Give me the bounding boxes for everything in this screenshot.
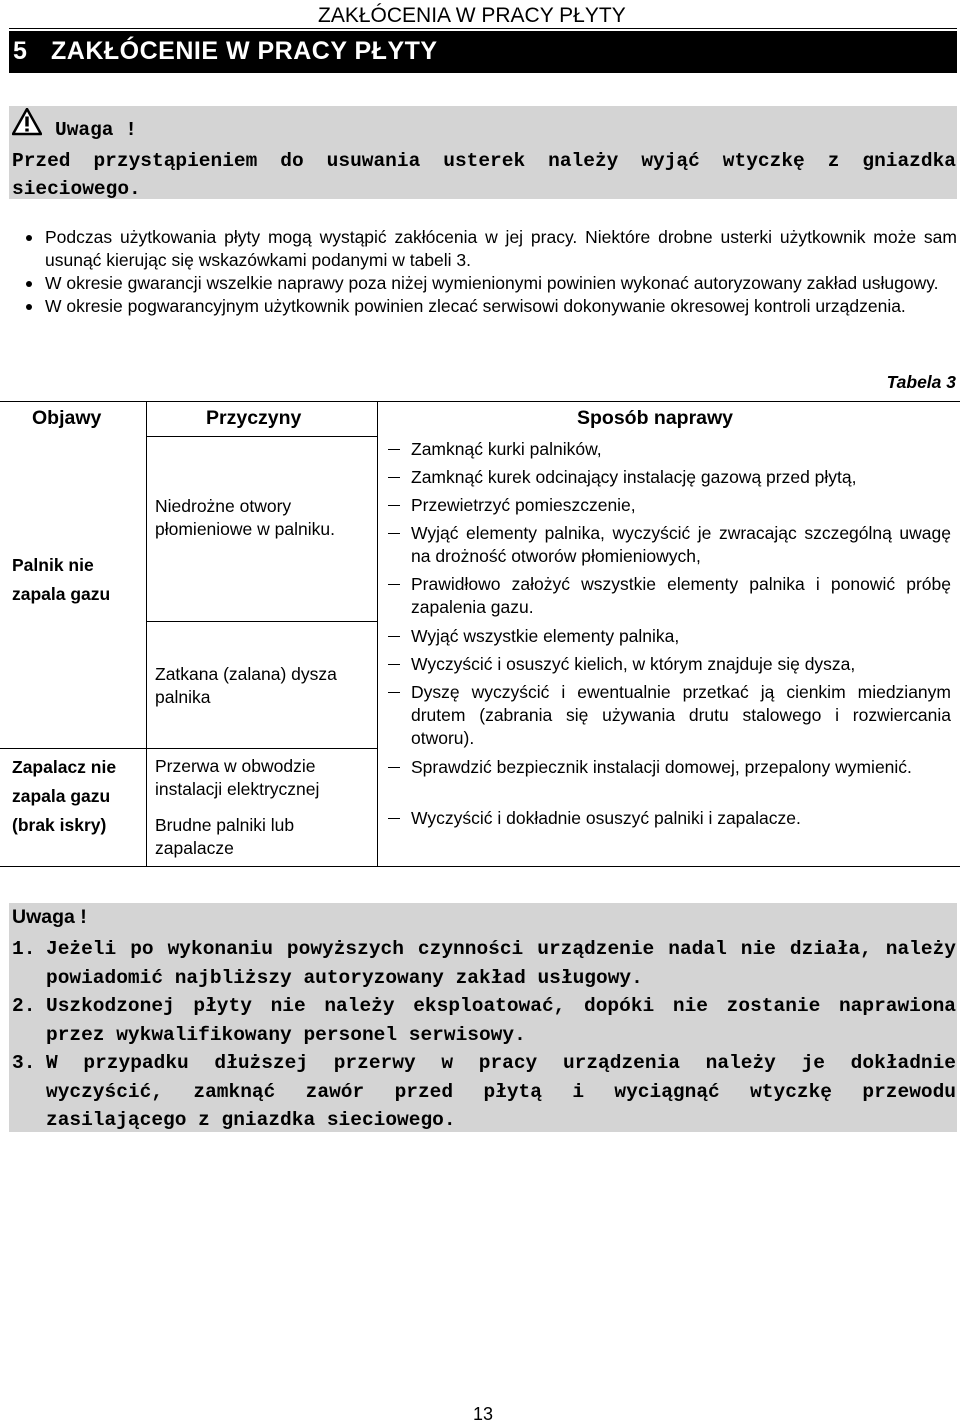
table-header-causes: Przyczyny xyxy=(206,407,302,429)
table-col-divider xyxy=(146,401,147,437)
remedy-item xyxy=(388,681,951,750)
intro-bullet-list xyxy=(9,226,957,318)
warning-list-item xyxy=(12,935,956,992)
dash-marker xyxy=(388,767,400,768)
symptom-cell: Zapalacz nie zapala gazu (brak iskry) xyxy=(12,757,117,835)
remedy-text: Wyczyścić i osuszyć kielich, w którym znajduje się dysza, xyxy=(411,654,856,674)
item-number: 2. xyxy=(12,995,36,1017)
dash-marker xyxy=(388,505,400,506)
remedy-text: Wyczyścić i dokładnie osuszyć palniki i zapalacze. xyxy=(411,808,801,828)
warning-list-item xyxy=(12,1049,956,1135)
table-caption: Tabela 3 xyxy=(886,372,956,392)
header-rule xyxy=(9,28,957,29)
cause-cell: Niedrożne otwory płomieniowe w palniku. xyxy=(155,496,335,539)
bullet-dot xyxy=(26,235,32,241)
item-number: 1. xyxy=(12,938,36,960)
item-text: Jeżeli po wykonaniu powyższych czynności urządzenie nadal nie działa, należy powiadomić najbliższy autoryzowany zakład usługowy. xyxy=(46,938,956,989)
dash-marker xyxy=(388,692,400,693)
cause-cell: Przerwa w obwodzie instalacji elektrycznej xyxy=(155,756,320,799)
remedy-text: Dyszę wyczyścić i ewentualnie przetkać ją cienkim miedzianym drutem (zabrania się używania drutu stalowego i rozwiercania otworu). xyxy=(411,682,951,748)
chapter-title-bar xyxy=(9,31,957,73)
bullet-text: W okresie gwarancji wszelkie naprawy poza niżej wymienionymi powinien wykonać autoryzowany zakład usługowy. xyxy=(45,273,939,293)
remedy-text: Wyjąć wszystkie elementy palnika, xyxy=(411,626,680,646)
table-row-divider xyxy=(0,748,377,749)
remedy-text: Przewietrzyć pomieszczenie, xyxy=(411,495,636,515)
remedy-item xyxy=(388,807,951,830)
remedy-item xyxy=(388,466,951,489)
remedy-text: Zamknąć kurek odcinający instalację gazową przed płytą, xyxy=(411,467,857,487)
bullet-item xyxy=(9,295,957,318)
cause-cell: Zatkana (zalana) dysza palnika xyxy=(155,664,337,707)
bullet-text: W okresie pogwarancyjnym użytkownik powinien zlecać serwisowi dokonywanie okresowej kontroli urządzenia. xyxy=(45,296,906,316)
dash-marker xyxy=(388,664,400,665)
remedy-text: Zamknąć kurki palników, xyxy=(411,439,602,459)
remedy-item xyxy=(388,625,951,648)
warning-box-top xyxy=(9,106,957,199)
chapter-number: 5 xyxy=(13,37,28,65)
dash-marker xyxy=(388,449,400,450)
warning-list-item xyxy=(12,992,956,1049)
dash-marker xyxy=(388,477,400,478)
warning-triangle-icon xyxy=(12,108,42,136)
table-col-divider xyxy=(377,401,378,866)
remedy-item xyxy=(388,573,951,619)
bullet-text: Podczas użytkowania płyty mogą wystąpić zakłócenia w jej pracy. Niektóre drobne usterki użytkownik może sam usunąć kierując się wskazówkami podanymi w tabeli 3. xyxy=(45,227,957,270)
remedy-item xyxy=(388,522,951,568)
warning-title: Uwaga ! xyxy=(12,906,87,928)
dash-marker xyxy=(388,818,400,819)
warning-numbered-list xyxy=(12,935,956,1135)
bullet-dot xyxy=(26,304,32,310)
warning-text: Przed przystąpieniem do usuwania usterek należy wyjąć wtyczkę z gniazdka sieciowego. xyxy=(12,150,956,200)
page-number: 13 xyxy=(473,1404,494,1424)
symptom-cell: Palnik nie zapala gazu xyxy=(12,555,111,604)
table-header-remedies: Sposób naprawy xyxy=(577,407,734,429)
remedy-item xyxy=(388,438,951,461)
warning-box-bottom xyxy=(9,903,957,1132)
table-border-top xyxy=(0,401,960,402)
remedy-item xyxy=(388,756,951,779)
cause-cell: Brudne palniki lub zapalacze xyxy=(155,815,295,858)
warning-title: Uwaga ! xyxy=(55,119,137,141)
table-row-divider xyxy=(146,621,377,622)
table-header-symptoms: Objawy xyxy=(32,407,102,429)
chapter-title: ZAKŁÓCENIE W PRACY PŁYTY xyxy=(51,37,438,65)
table-col-divider xyxy=(146,436,147,866)
dash-marker xyxy=(388,584,400,585)
dash-marker xyxy=(388,636,400,637)
remedy-text: Sprawdzić bezpiecznik instalacji domowej, przepalony wymienić. xyxy=(411,757,912,777)
bullet-item xyxy=(9,272,957,295)
dash-marker xyxy=(388,533,400,534)
table-header-divider xyxy=(146,436,377,437)
item-text: W przypadku dłuższej przerwy w pracy urządzenia należy je dokładnie wyczyścić, zamknąć zawór przed płytą i wyciągnąć wtyczkę przewodu zasilającego z gniazdka sieciowego. xyxy=(46,1052,956,1131)
table-border-bottom xyxy=(0,866,960,867)
remedy-item xyxy=(388,494,951,517)
remedy-text: Wyjąć elementy palnika, wyczyścić je zwracając szczególną uwagę na drożność otworów płomieniowych, xyxy=(411,523,951,566)
bullet-item xyxy=(9,226,957,272)
running-header: ZAKŁÓCENIA W PRACY PŁYTY xyxy=(318,4,626,27)
bullet-dot xyxy=(26,281,32,287)
remedy-item xyxy=(388,653,951,676)
item-number: 3. xyxy=(12,1052,36,1074)
item-text: Uszkodzonej płyty nie należy eksploatować, dopóki nie zostanie naprawiona przez wykwalifikowany personel serwisowy. xyxy=(46,995,956,1046)
remedy-text: Prawidłowo założyć wszystkie elementy palnika i ponowić próbę zapalenia gazu. xyxy=(411,574,951,617)
